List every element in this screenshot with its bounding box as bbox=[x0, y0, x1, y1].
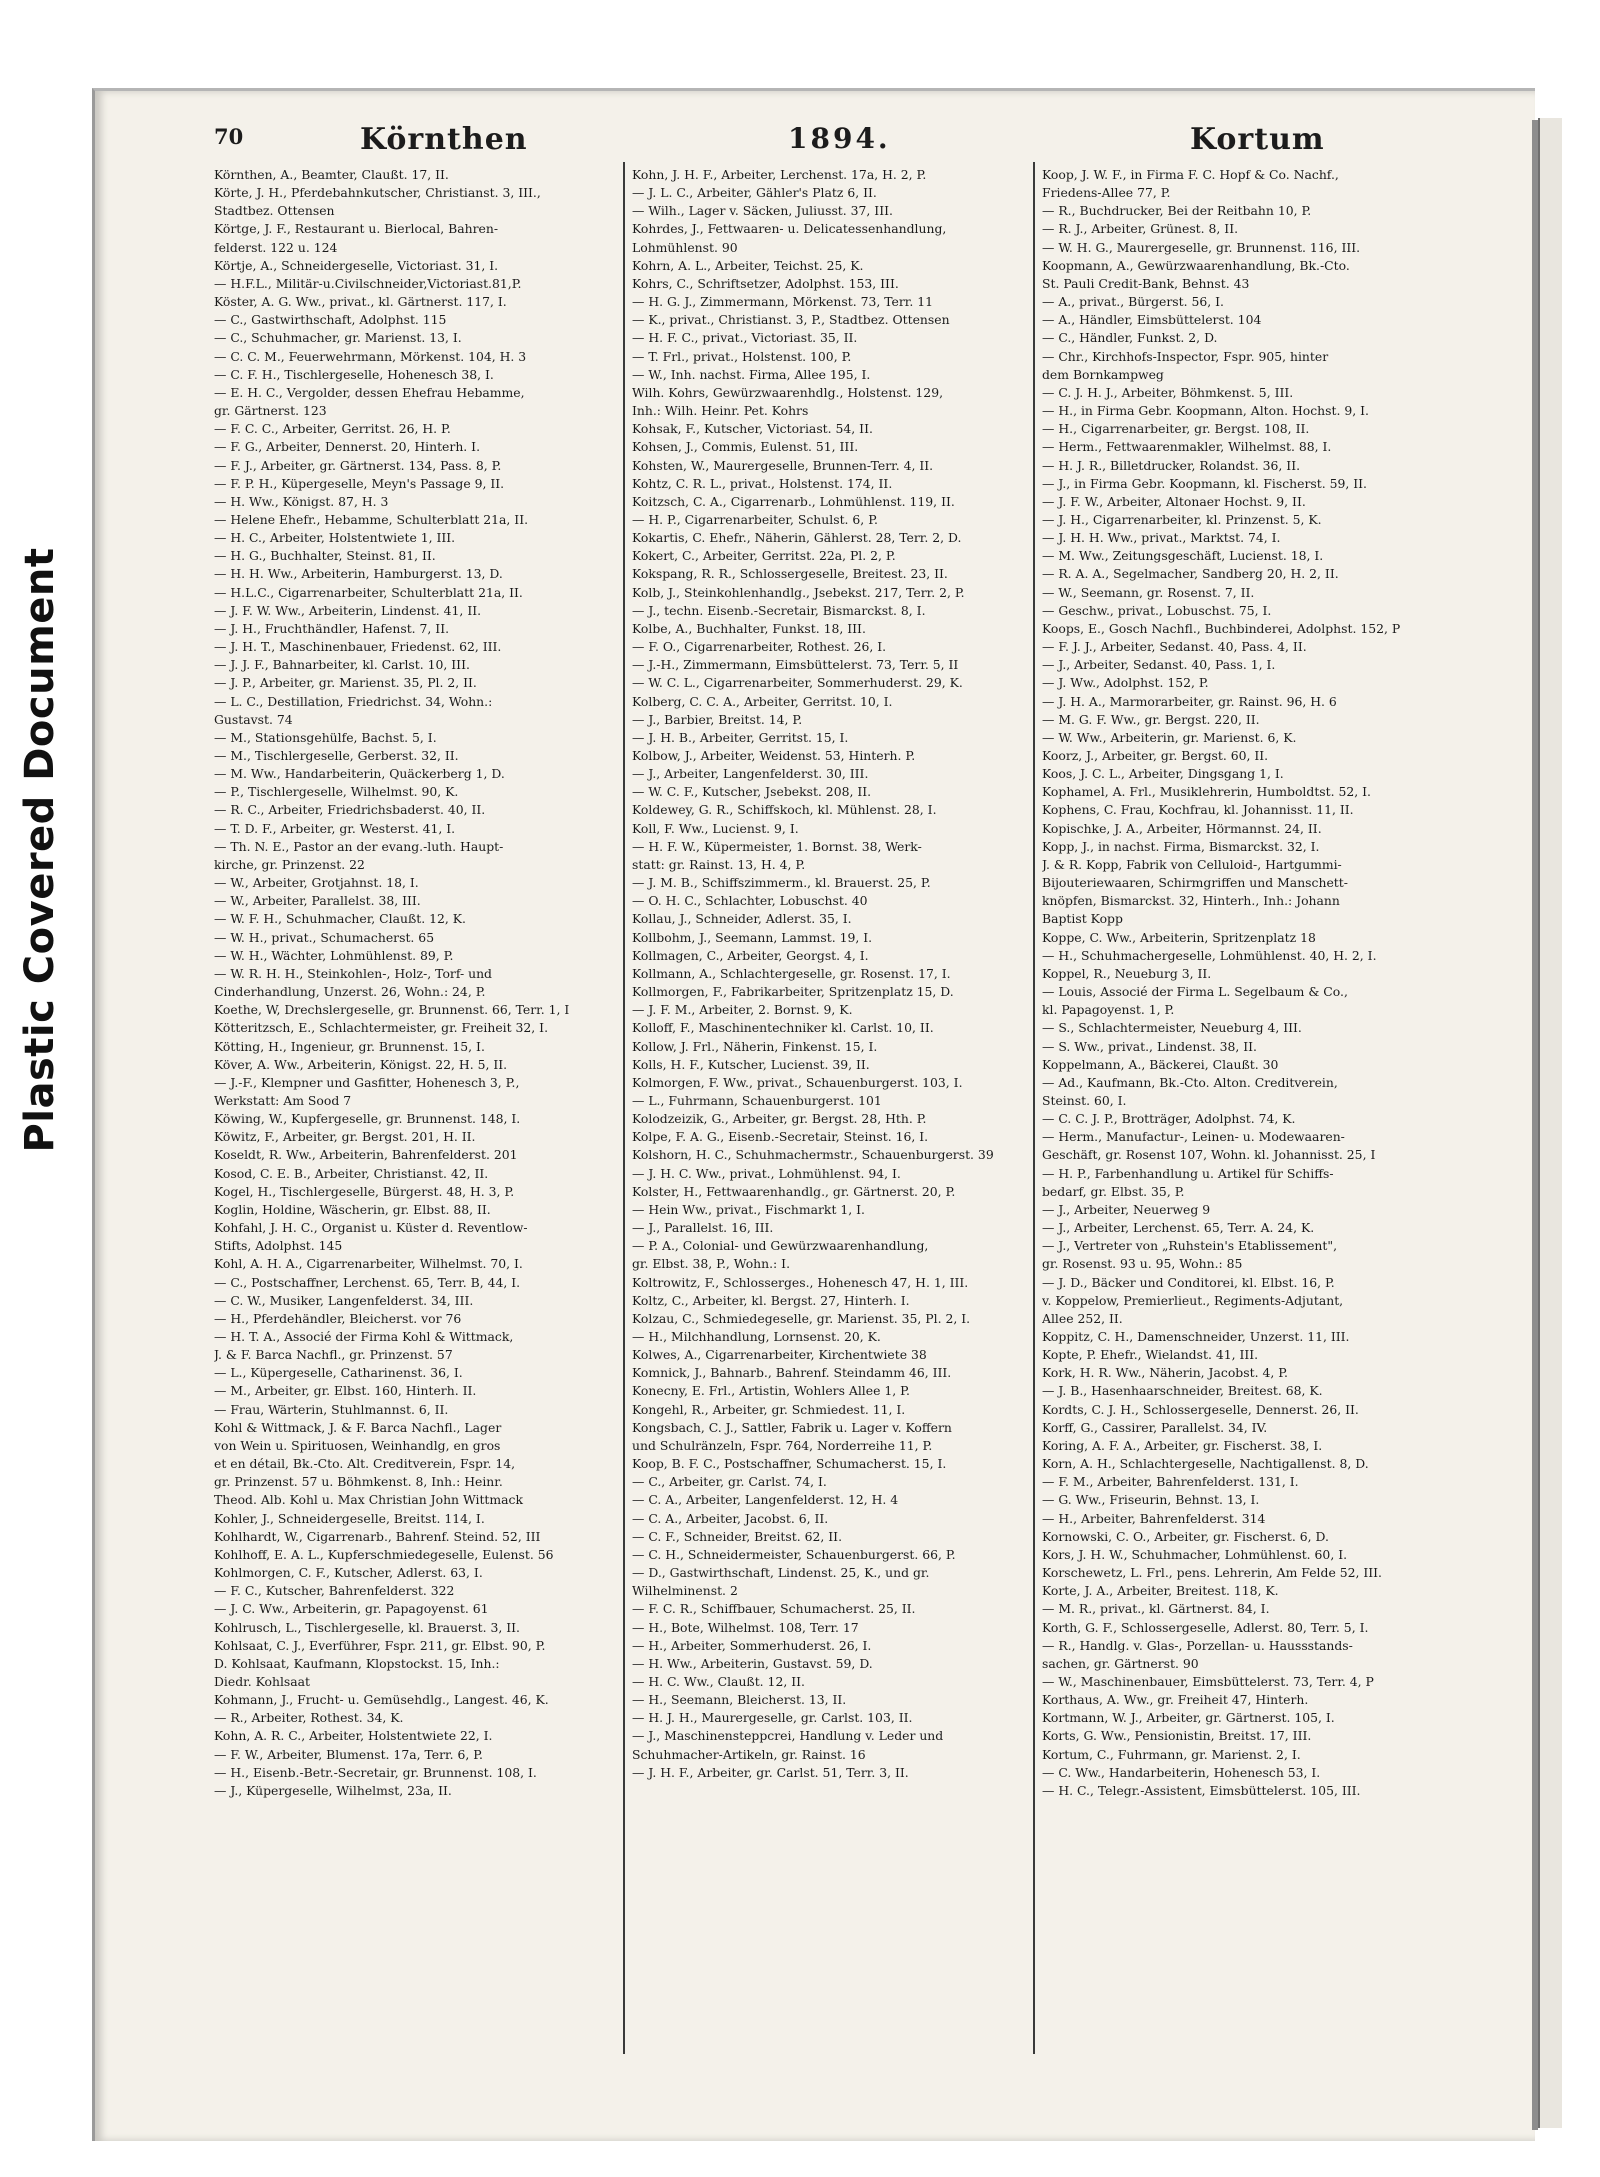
directory-entry-line: Köwitz, F., Arbeiter, gr. Bergst. 201, H. II. bbox=[214, 1129, 476, 1145]
directory-entry-line: Kolmorgen, F. Ww., privat., Schauenburgerst. 103, I. bbox=[632, 1074, 963, 1090]
directory-entry-line: Koitzsch, C. A., Cigarrenarb., Lohmühlenst. 119, II. bbox=[632, 493, 955, 509]
directory-entry-line: — J. H. F., Arbeiter, gr. Carlst. 51, Terr. 3, II. bbox=[632, 1764, 909, 1780]
directory-entry-line: Kongsbach, C. J., Sattler, Fabrik u. Lager v. Koffern bbox=[632, 1419, 952, 1435]
directory-entry-line: — J. H., Cigarrenarbeiter, kl. Prinzenst. 5, K. bbox=[1042, 511, 1322, 527]
directory-entry-line: — H. G., Buchhalter, Steinst. 81, II. bbox=[214, 548, 436, 564]
directory-entry-line: — R. J., Arbeiter, Grünest. 8, II. bbox=[1042, 221, 1239, 237]
directory-entry-line: Kolloff, F., Maschinentechniker kl. Carlst. 10, II. bbox=[632, 1020, 934, 1036]
plastic-covered-label bbox=[4, 520, 76, 1180]
directory-entry-line: Steinst. 60, I. bbox=[1042, 1092, 1127, 1108]
directory-entry-line: knöpfen, Bismarckst. 32, Hinterh., Inh.: Johann bbox=[1042, 893, 1340, 909]
directory-entry-line: — H. F. C., privat., Victoriast. 35, II. bbox=[632, 330, 858, 346]
directory-entry-line: Kors, J. H. W., Schuhmacher, Lohmühlenst. 60, I. bbox=[1042, 1546, 1348, 1562]
directory-entry-line: Stadtbez. Ottensen bbox=[214, 203, 335, 219]
directory-entry-line: — Herm., Manufactur-, Leinen- u. Modewaaren- bbox=[1042, 1129, 1345, 1145]
directory-entry-line: Koops, E., Gosch Nachfl., Buchbinderei, Adolphst. 152, P bbox=[1042, 620, 1401, 636]
directory-entry-line: — P., Tischlergeselle, Wilhelmst. 90, K. bbox=[214, 784, 459, 800]
directory-entry-line: — J.-F., Klempner und Gasfitter, Hohenesch 3, P., bbox=[214, 1074, 520, 1090]
directory-entry-line: — Helene Ehefr., Hebamme, Schulterblatt 21a, II. bbox=[214, 511, 529, 527]
directory-entry-line: sachen, gr. Gärtnerst. 90 bbox=[1042, 1655, 1199, 1671]
directory-entry-line: Köver, A. Ww., Arbeiterin, Königst. 22, H. 5, II. bbox=[214, 1056, 508, 1072]
directory-entry-line: — H. P., Farbenhandlung u. Artikel für Schiffs- bbox=[1042, 1165, 1334, 1181]
directory-entry-line: — J. C. Ww., Arbeiterin, gr. Papagoyenst. 61 bbox=[214, 1601, 489, 1617]
directory-entry-line: Koseldt, R. Ww., Arbeiterin, Bahrenfelderst. 201 bbox=[214, 1147, 518, 1163]
directory-entry-line: Kohlmorgen, C. F., Kutscher, Adlerst. 63, I. bbox=[214, 1565, 483, 1581]
directory-entry-line: Kogel, H., Tischlergeselle, Bürgerst. 48, H. 3, P. bbox=[214, 1183, 515, 1199]
directory-entry-line: v. Koppelow, Premierlieut., Regiments-Adjutant, bbox=[1042, 1292, 1344, 1308]
directory-entry-line: — J. H. H. Ww., privat., Marktst. 74, I. bbox=[1042, 530, 1281, 546]
directory-entry-line: Geschäft, gr. Rosenst 107, Wohn. kl. Johannisst. 25, I bbox=[1042, 1147, 1376, 1163]
directory-entry-line: gr. Prinzenst. 57 u. Böhmkenst. 8, Inh.: Heinr. bbox=[214, 1474, 503, 1490]
directory-entry-line: Kohlsaat, C. J., Everführer, Fspr. 211, gr. Elbst. 90, P. bbox=[214, 1637, 546, 1653]
directory-entry-line: Köwing, W., Kupfergeselle, gr. Brunnenst. 148, I. bbox=[214, 1111, 521, 1127]
directory-entry-line: Kolshorn, H. C., Schuhmachermstr., Schauenburgerst. 39 bbox=[632, 1147, 994, 1163]
directory-entry-line: Kollau, J., Schneider, Adlerst. 35, I. bbox=[632, 911, 852, 927]
directory-entry-line: — H., Eisenb.-Betr.-Secretair, gr. Brunnenst. 108, I. bbox=[214, 1764, 537, 1780]
directory-entry-line: Koltz, C., Arbeiter, kl. Bergst. 27, Hinterh. I. bbox=[632, 1292, 910, 1308]
directory-entry-line: — F. C. C., Arbeiter, Gerritst. 26, H. P. bbox=[214, 421, 451, 437]
directory-entry-line: Kokartis, C. Ehefr., Näherin, Gählerst. 28, Terr. 2, D. bbox=[632, 530, 962, 546]
directory-entry-line: — F. M., Arbeiter, Bahrenfelderst. 131, I. bbox=[1042, 1474, 1299, 1490]
directory-entry-line: — Ad., Kaufmann, Bk.-Cto. Alton. Creditverein, bbox=[1042, 1074, 1338, 1090]
directory-entry-line: Kohlhardt, W., Cigarrenarb., Bahrenf. Steind. 52, III bbox=[214, 1528, 541, 1544]
directory-entry-line: Kolzau, C., Schmiedegeselle, gr. Marienst. 35, Pl. 2, I. bbox=[632, 1310, 971, 1326]
directory-entry-line: Kohmann, J., Frucht- u. Gemüsehdlg., Langest. 46, K. bbox=[214, 1692, 549, 1708]
directory-entry-line: — W. Ww., Arbeiterin, gr. Marienst. 6, K. bbox=[1042, 729, 1297, 745]
directory-entry-line: Koppelmann, A., Bäckerei, Claußt. 30 bbox=[1042, 1056, 1279, 1072]
directory-entry-line: Wilh. Kohrs, Gewürzwaarenhdlg., Holstenst. 129, bbox=[632, 384, 944, 400]
directory-entry-line: — J. J. F., Bahnarbeiter, kl. Carlst. 10, III. bbox=[214, 657, 470, 673]
directory-entry-line: — J. H., Fruchthändler, Hafenst. 7, II. bbox=[214, 620, 450, 636]
directory-entry-line: — R. C., Arbeiter, Friedrichsbaderst. 40, II. bbox=[214, 802, 486, 818]
directory-entry-line: Kophamel, A. Frl., Musiklehrerin, Humboldtst. 52, I. bbox=[1042, 784, 1371, 800]
directory-entry-line: — J. F. M., Arbeiter, 2. Bornst. 9, K. bbox=[632, 1002, 853, 1018]
directory-entry-line: — D., Gastwirthschaft, Lindenst. 25, K., und gr. bbox=[632, 1565, 930, 1581]
directory-entry-line: Kohn, A. R. C., Arbeiter, Holstentwiete 22, I. bbox=[214, 1728, 493, 1744]
directory-entry-line: Kollow, J. Frl., Näherin, Finkenst. 15, I. bbox=[632, 1038, 878, 1054]
directory-entry-line: — H. Ww., Königst. 87, H. 3 bbox=[214, 493, 389, 509]
directory-entry-line: Lohmühlenst. 90 bbox=[632, 239, 738, 255]
directory-entry-line: — W., Inh. nachst. Firma, Allee 195, I. bbox=[632, 366, 871, 382]
directory-entry-line: et en détail, Bk.-Cto. Alt. Creditverein, Fspr. 14, bbox=[214, 1456, 516, 1472]
directory-entry-line: — P. A., Colonial- und Gewürzwaarenhandlung, bbox=[632, 1238, 929, 1254]
directory-entry-line: — H. T. A., Associé der Firma Kohl & Wittmack, bbox=[214, 1329, 514, 1344]
directory-entry-line: — H. C., Arbeiter, Holstentwiete 1, III. bbox=[214, 530, 456, 546]
directory-entry-line: — J., Küpergeselle, Wilhelmst, 23a, II. bbox=[214, 1782, 452, 1798]
directory-entry-line: Kolpe, F. A. G., Eisenb.-Secretair, Steinst. 16, I. bbox=[632, 1129, 929, 1145]
directory-entry-line: — C. A., Arbeiter, Langenfelderst. 12, H. 4 bbox=[632, 1492, 899, 1508]
column-3 bbox=[1042, 166, 1440, 2048]
directory-entry-line: — M. Ww., Zeitungsgeschäft, Lucienst. 18, I. bbox=[1042, 548, 1324, 564]
directory-entry-line: Kolberg, C. C. A., Arbeiter, Gerritst. 10, I. bbox=[632, 693, 893, 709]
directory-entry-line: — H. J. R., Billetdrucker, Rolandst. 36, II. bbox=[1042, 457, 1301, 473]
directory-entry-line: — C., Händler, Funkst. 2, D. bbox=[1042, 330, 1218, 346]
directory-entry-line: — M. Ww., Handarbeiterin, Quäckerberg 1, D. bbox=[214, 766, 505, 782]
directory-entry-line: — J. M. B., Schiffszimmerm., kl. Brauerst. 25, P. bbox=[632, 875, 931, 891]
directory-entry-line: — J., Parallelst. 16, III. bbox=[632, 1220, 774, 1236]
directory-entry-line: — H., Pferdehändler, Bleicherst. vor 76 bbox=[214, 1310, 462, 1326]
directory-entry-line: — Hein Ww., privat., Fischmarkt 1, I. bbox=[632, 1201, 865, 1217]
directory-entry-line: Korschewetz, L. Frl., pens. Lehrerin, Am Felde 52, III. bbox=[1042, 1565, 1382, 1581]
directory-entry-line: — Frau, Wärterin, Stuhlmannst. 6, II. bbox=[214, 1401, 449, 1417]
directory-entry-line: Koorz, J., Arbeiter, gr. Bergst. 60, II. bbox=[1042, 748, 1269, 763]
directory-entry-line: Koppe, C. Ww., Arbeiterin, Spritzenplatz 18 bbox=[1042, 929, 1316, 945]
directory-entry-line: Werkstatt: Am Sood 7 bbox=[214, 1092, 352, 1108]
directory-entry-line: — C., Postschaffner, Lerchenst. 65, Terr. B, 44, I. bbox=[214, 1274, 521, 1290]
directory-entry-line: Kolster, H., Fettwaarenhandlg., gr. Gärtnerst. 20, P. bbox=[632, 1183, 956, 1199]
directory-entry-line: Koll, F. Ww., Lucienst. 9, I. bbox=[632, 820, 799, 836]
directory-entry-line: — H., Arbeiter, Bahrenfelderst. 314 bbox=[1042, 1510, 1266, 1526]
directory-entry-line: — J., techn. Eisenb.-Secretair, Bismarckst. 8, I. bbox=[632, 602, 926, 618]
directory-entry-line: — J. F. W., Arbeiter, Altonaer Hochst. 9, II. bbox=[1042, 493, 1306, 509]
directory-entry-line: Kopp, J., in nachst. Firma, Bismarckst. 32, I. bbox=[1042, 838, 1320, 854]
directory-entry-line: — T. D. F., Arbeiter, gr. Westerst. 41, I. bbox=[214, 820, 456, 836]
directory-entry-line: — C. W., Musiker, Langenfelderst. 34, III. bbox=[214, 1292, 474, 1308]
directory-entry-line: — F. P. H., Küpergeselle, Meyn's Passage 9, II. bbox=[214, 475, 505, 491]
directory-entry-line: Kötteritzsch, E., Schlachtermeister, gr. Freiheit 32, I. bbox=[214, 1020, 549, 1036]
directory-entry-line: Kolodzeizik, G., Arbeiter, gr. Bergst. 28, Hth. P. bbox=[632, 1111, 927, 1127]
directory-entry-line: Körte, J. H., Pferdebahnkutscher, Christianst. 3, III., bbox=[214, 185, 541, 201]
directory-entry-line: Kornowski, C. O., Arbeiter, gr. Fischerst. 6, D. bbox=[1042, 1528, 1329, 1544]
directory-entry-line: — M., Arbeiter, gr. Elbst. 160, Hinterh. II. bbox=[214, 1383, 477, 1399]
directory-entry-line: Köster, A. G. Ww., privat., kl. Gärtnerst. 117, I. bbox=[214, 294, 507, 310]
directory-entry-line: Wilhelminenst. 2 bbox=[632, 1583, 738, 1599]
directory-entry-line: — K., privat., Christianst. 3, P., Stadtbez. Ottensen bbox=[632, 312, 950, 328]
directory-entry-line: — E. H. C., Vergolder, dessen Ehefrau Hebamme, bbox=[214, 384, 525, 400]
directory-entry-line: St. Pauli Credit-Bank, Behnst. 43 bbox=[1042, 275, 1250, 291]
directory-entry-line: Kohsten, W., Maurergeselle, Brunnen-Terr. 4, II. bbox=[632, 457, 934, 473]
directory-entry-line: Koos, J. C. L., Arbeiter, Dingsgang 1, I. bbox=[1042, 766, 1284, 782]
directory-entry-line: Kohrdes, J., Fettwaaren- u. Delicatessenhandlung, bbox=[632, 221, 947, 237]
directory-entry-line: Kohrn, A. L., Arbeiter, Teichst. 25, K. bbox=[632, 257, 864, 273]
directory-entry-line: Koldewey, G. R., Schiffskoch, kl. Mühlenst. 28, I. bbox=[632, 802, 937, 818]
directory-entry-line: Kohlrusch, L., Tischlergeselle, kl. Brauerst. 3, II. bbox=[214, 1619, 520, 1635]
directory-entry-line: Koppel, R., Neueburg 3, II. bbox=[1042, 965, 1212, 981]
directory-entry-line: — H. J. H., Maurergeselle, gr. Carlst. 103, II. bbox=[632, 1710, 913, 1726]
directory-entry-line: Diedr. Kohlsaat bbox=[214, 1673, 311, 1689]
directory-entry-line: — J., in Firma Gebr. Koopmann, kl. Fischerst. 59, II. bbox=[1042, 475, 1367, 491]
directory-entry-line: — J. Ww., Adolphst. 152, P. bbox=[1042, 675, 1209, 691]
directory-entry-line: — C. J. H. J., Arbeiter, Böhmkenst. 5, III. bbox=[1042, 384, 1294, 400]
directory-entry-line: Gustavst. 74 bbox=[214, 711, 293, 727]
directory-entry-line: — H., in Firma Gebr. Koopmann, Alton. Hochst. 9, I. bbox=[1042, 403, 1369, 419]
directory-entry-line: — M. G. F. Ww., gr. Bergst. 220, II. bbox=[1042, 711, 1260, 727]
directory-entry-line: — W. C. L., Cigarrenarbeiter, Sommerhuderst. 29, K. bbox=[632, 675, 963, 691]
directory-entry-line: Kopte, P. Ehefr., Wielandst. 41, III. bbox=[1042, 1347, 1259, 1363]
directory-entry-line: — Wilh., Lager v. Säcken, Juliusst. 37, III. bbox=[632, 203, 893, 219]
directory-entry-line: — J., Arbeiter, Lerchenst. 65, Terr. A. 24, K. bbox=[1042, 1220, 1315, 1236]
directory-entry-line: Kollbohm, J., Seemann, Lammst. 19, I. bbox=[632, 929, 873, 945]
directory-entry-line: Korn, A. H., Schlachtergeselle, Nachtigallenst. 8, D. bbox=[1042, 1456, 1369, 1472]
directory-entry-line: Kohler, J., Schneidergeselle, Breitst. 114, I. bbox=[214, 1510, 485, 1526]
directory-entry-line: Kosod, C. E. B., Arbeiter, Christianst. 42, II. bbox=[214, 1165, 489, 1181]
directory-entry-line: Stifts, Adolphst. 145 bbox=[214, 1238, 343, 1254]
directory-entry-line: — C. C. M., Feuerwehrmann, Mörkenst. 104, H. 3 bbox=[214, 348, 527, 364]
directory-entry-line: Koethe, W, Drechslergeselle, gr. Brunnenst. 66, Terr. 1, I bbox=[214, 1002, 570, 1018]
running-head-right: Kortum bbox=[1190, 122, 1325, 157]
directory-entry-line: Kolwes, A., Cigarrenarbeiter, Kirchentwiete 38 bbox=[632, 1347, 927, 1363]
directory-entry-line: Körnthen, A., Beamter, Claußt. 17, II. bbox=[214, 167, 449, 182]
directory-entry-line: Kokert, C., Arbeiter, Gerritst. 22a, Pl. 2, P. bbox=[632, 548, 896, 564]
column-rule-1 bbox=[623, 162, 625, 2054]
directory-entry-line: Korth, G. F., Schlossergeselle, Adlerst. 80, Terr. 5, I. bbox=[1042, 1619, 1369, 1635]
directory-entry-line: — M., Tischlergeselle, Gerberst. 32, II. bbox=[214, 748, 459, 763]
directory-entry-line: Koglin, Holdine, Wäscherin, gr. Elbst. 88, II. bbox=[214, 1201, 491, 1217]
directory-entry-line: — C., Gastwirthschaft, Adolphst. 115 bbox=[214, 312, 447, 328]
directory-entry-line: — Th. N. E., Pastor an der evang.-luth. Haupt- bbox=[214, 838, 504, 854]
directory-entry-line: — C. F., Schneider, Breitst. 62, II. bbox=[632, 1528, 843, 1544]
directory-entry-line: Kolbow, J., Arbeiter, Weidenst. 53, Hinterh. P. bbox=[632, 748, 916, 763]
directory-entry-line: — W. H., Wächter, Lohmühlenst. 89, P. bbox=[214, 947, 454, 963]
directory-entry-line: Kohfahl, J. H. C., Organist u. Küster d. Reventlow- bbox=[214, 1220, 528, 1236]
directory-entry-line: — H., Seemann, Bleicherst. 13, II. bbox=[632, 1692, 847, 1708]
directory-entry-line: — W. R. H. H., Steinkohlen-, Holz-, Torf- und bbox=[214, 965, 492, 981]
directory-entry-line: Körtge, J. F., Restaurant u. Bierlocal, Bahren- bbox=[214, 221, 499, 237]
directory-entry-line: — J. H. A., Marmorarbeiter, gr. Rainst. 96, H. 6 bbox=[1042, 693, 1337, 709]
directory-entry-line: — L., Küpergeselle, Catharinenst. 36, I. bbox=[214, 1365, 463, 1381]
directory-entry-line: Kordts, C. J. H., Schlossergeselle, Dennerst. 26, II. bbox=[1042, 1401, 1359, 1417]
directory-entry-line: Kollmann, A., Schlachtergeselle, gr. Rosenst. 17, I. bbox=[632, 965, 951, 981]
directory-entry-line: statt: gr. Rainst. 13, H. 4, P. bbox=[632, 856, 806, 872]
directory-entry-line: — J., Arbeiter, Langenfelderst. 30, III. bbox=[632, 766, 869, 782]
directory-entry-line: gr. Rosenst. 93 u. 95, Wohn.: 85 bbox=[1042, 1256, 1243, 1272]
directory-entry-line: — Chr., Kirchhofs-Inspector, Fspr. 905, hinter bbox=[1042, 348, 1329, 364]
directory-entry-line: — J., Maschinensteppcrei, Handlung v. Leder und bbox=[632, 1728, 944, 1744]
directory-entry-line: Koop, J. W. F., in Firma F. C. Hopf & Co. Nachf., bbox=[1042, 167, 1339, 182]
directory-entry-line: — W. H. G., Maurergeselle, gr. Brunnenst. 116, III. bbox=[1042, 239, 1361, 255]
directory-entry-line: — J. H. T., Maschinenbauer, Friedenst. 62, III. bbox=[214, 639, 502, 655]
directory-entry-line: Kortum, C., Fuhrmann, gr. Marienst. 2, I. bbox=[1042, 1746, 1301, 1762]
directory-entry-line: Kohn, J. H. F., Arbeiter, Lerchenst. 17a, H. 2, P. bbox=[632, 167, 927, 182]
directory-entry-line: — H. C. Ww., Claußt. 12, II. bbox=[632, 1673, 805, 1689]
directory-entry-line: — W., Arbeiter, Grotjahnst. 18, I. bbox=[214, 875, 419, 891]
directory-entry-line: — F. O., Cigarrenarbeiter, Rothest. 26, I. bbox=[632, 639, 887, 655]
directory-entry-line: — H., Schuhmachergeselle, Lohmühlenst. 40, H. 2, I. bbox=[1042, 947, 1377, 963]
directory-entry-line: — Geschw., privat., Lobuschst. 75, I. bbox=[1042, 602, 1272, 618]
directory-entry-line: — W., Arbeiter, Parallelst. 38, III. bbox=[214, 893, 421, 909]
directory-entry-line: — W. F. H., Schuhmacher, Claußt. 12, K. bbox=[214, 911, 466, 927]
directory-entry-line: — W., Maschinenbauer, Eimsbüttelerst. 73, Terr. 4, P bbox=[1042, 1673, 1374, 1689]
directory-entry-line: — M. R., privat., kl. Gärtnerst. 84, I. bbox=[1042, 1601, 1270, 1617]
directory-entry-line: Schuhmacher-Artikeln, gr. Rainst. 16 bbox=[632, 1746, 866, 1762]
directory-entry-line: bedarf, gr. Elbst. 35, P. bbox=[1042, 1183, 1185, 1199]
directory-entry-line: — L. C., Destillation, Friedrichst. 34, Wohn.: bbox=[214, 693, 493, 709]
directory-entry-line: Kohl, A. H. A., Cigarrenarbeiter, Wilhelmst. 70, I. bbox=[214, 1256, 523, 1272]
directory-entry-line: — J. H. C. Ww., privat., Lohmühlenst. 94, I. bbox=[632, 1165, 901, 1181]
directory-entry-line: Kollmagen, C., Arbeiter, Georgst. 4, I. bbox=[632, 947, 869, 963]
directory-entry-line: — F. W., Arbeiter, Blumenst. 17a, Terr. 6, P. bbox=[214, 1746, 483, 1762]
directory-entry-line: Kollmorgen, F., Fabrikarbeiter, Spritzenplatz 15, D. bbox=[632, 984, 954, 1000]
next-page-edge bbox=[1538, 118, 1562, 2128]
directory-entry-line: — G. Ww., Friseurin, Behnst. 13, I. bbox=[1042, 1492, 1260, 1508]
running-head-year: 1894. bbox=[788, 122, 891, 155]
directory-entry-line: Kortmann, W. J., Arbeiter, gr. Gärtnerst. 105, I. bbox=[1042, 1710, 1335, 1726]
directory-entry-line: Kohtz, C. R. L., privat., Holstenst. 174, II. bbox=[632, 475, 893, 491]
directory-entry-line: Kongehl, R., Arbeiter, gr. Schmiedest. 11, I. bbox=[632, 1401, 906, 1417]
directory-entry-line: — R., Arbeiter, Rothest. 34, K. bbox=[214, 1710, 404, 1726]
directory-entry-line: — H. G. J., Zimmermann, Mörkenst. 73, Terr. 11 bbox=[632, 294, 933, 310]
directory-entry-line: Kolb, J., Steinkohlenhandlg., Jsebekst. 217, Terr. 2, P. bbox=[632, 584, 965, 600]
directory-entry-line: kl. Papagoyenst. 1, P. bbox=[1042, 1002, 1175, 1018]
directory-entry-line: dem Bornkampweg bbox=[1042, 366, 1164, 382]
directory-entry-line: Koring, A. F. A., Arbeiter, gr. Fischerst. 38, I. bbox=[1042, 1437, 1323, 1453]
directory-entry-line: Kohsen, J., Commis, Eulenst. 51, III. bbox=[632, 439, 859, 455]
directory-entry-line: D. Kohlsaat, Kaufmann, Klopstockst. 15, Inh.: bbox=[214, 1655, 500, 1671]
directory-entry-line: Körtje, A., Schneidergeselle, Victoriast. 31, I. bbox=[214, 257, 499, 273]
directory-entry-line: — J., Vertreter von „Ruhstein's Etablissement", bbox=[1042, 1238, 1338, 1254]
directory-entry-line: — S., Schlachtermeister, Neueburg 4, III. bbox=[1042, 1020, 1302, 1036]
directory-entry-line: — C. H., Schneidermeister, Schauenburgerst. 66, P. bbox=[632, 1546, 956, 1562]
directory-entry-line: gr. Gärtnerst. 123 bbox=[214, 403, 327, 419]
directory-entry-line: — R., Buchdrucker, Bei der Reitbahn 10, P. bbox=[1042, 203, 1312, 219]
directory-entry-line: — W., Seemann, gr. Rosenst. 7, II. bbox=[1042, 584, 1255, 600]
directory-entry-line: — O. H. C., Schlachter, Lobuschst. 40 bbox=[632, 893, 868, 909]
directory-entry-line: — J.-H., Zimmermann, Eimsbüttelerst. 73, Terr. 5, II bbox=[632, 657, 959, 673]
directory-entry-line: Korts, G. Ww., Pensionistin, Breitst. 17, III. bbox=[1042, 1728, 1312, 1744]
directory-entry-line: felderst. 122 u. 124 bbox=[214, 239, 338, 255]
directory-entry-line: Koopmann, A., Gewürzwaarenhandlung, Bk.-Cto. bbox=[1042, 257, 1350, 273]
directory-entry-line: — F. C., Kutscher, Bahrenfelderst. 322 bbox=[214, 1583, 455, 1599]
directory-entry-line: — J. F. W. Ww., Arbeiterin, Lindenst. 41, II. bbox=[214, 602, 482, 618]
directory-entry-line: — F. J., Arbeiter, gr. Gärtnerst. 134, Pass. 8, P. bbox=[214, 457, 502, 473]
directory-entry-line: — J., Arbeiter, Sedanst. 40, Pass. 1, I. bbox=[1042, 657, 1276, 673]
directory-entry-line: J. & F. Barca Nachfl., gr. Prinzenst. 57 bbox=[214, 1347, 453, 1363]
side-label-text: Plastic Covered Document bbox=[17, 547, 63, 1153]
directory-entry-line: — J. B., Hasenhaarschneider, Breitest. 68, K. bbox=[1042, 1383, 1323, 1399]
directory-entry-line: — S. Ww., privat., Lindenst. 38, II. bbox=[1042, 1038, 1257, 1054]
directory-entry-line: Kötting, H., Ingenieur, gr. Brunnenst. 15, I. bbox=[214, 1038, 485, 1054]
directory-entry-line: Kokspang, R. R., Schlossergeselle, Breitest. 23, II. bbox=[632, 566, 948, 582]
directory-entry-line: Kophens, C. Frau, Kochfrau, kl. Johannisst. 11, II. bbox=[1042, 802, 1354, 818]
directory-entry-line: — C., Schuhmacher, gr. Marienst. 13, I. bbox=[214, 330, 462, 346]
directory-entry-line: Korte, J. A., Arbeiter, Breitest. 118, K. bbox=[1042, 1583, 1279, 1599]
directory-entry-line: — J., Arbeiter, Neuerweg 9 bbox=[1042, 1201, 1211, 1217]
directory-entry-line: — M., Stationsgehülfe, Bachst. 5, I. bbox=[214, 729, 437, 745]
directory-entry-line: — Herm., Fettwaarenmakler, Wilhelmst. 88, I. bbox=[1042, 439, 1332, 455]
directory-entry-line: kirche, gr. Prinzenst. 22 bbox=[214, 856, 365, 872]
directory-entry-line: — J., Barbier, Breitst. 14, P. bbox=[632, 711, 803, 727]
directory-entry-line: Koltrowitz, F., Schlosserges., Hohenesch 47, H. 1, III. bbox=[632, 1274, 969, 1290]
directory-entry-line: Cinderhandlung, Unzerst. 26, Wohn.: 24, P. bbox=[214, 984, 486, 1000]
directory-entry-line: — A., Händler, Eimsbüttelerst. 104 bbox=[1042, 312, 1262, 328]
directory-entry-line: Kolbe, A., Buchhalter, Funkst. 18, III. bbox=[632, 620, 866, 636]
directory-entry-line: — H.F.L., Militär-u.Civilschneider,Victoriast.81,P. bbox=[214, 275, 522, 291]
directory-entry-line: — H. Ww., Arbeiterin, Gustavst. 59, D. bbox=[632, 1655, 873, 1671]
directory-entry-line: Koop, B. F. C., Postschaffner, Schumacherst. 15, I. bbox=[632, 1456, 947, 1472]
directory-entry-line: Kolls, H. F., Kutscher, Lucienst. 39, II. bbox=[632, 1056, 870, 1072]
directory-entry-line: Allee 252, II. bbox=[1042, 1310, 1123, 1326]
directory-entry-line: Kopischke, J. A., Arbeiter, Hörmannst. 24, II. bbox=[1042, 820, 1322, 836]
directory-entry-line: — Louis, Associé der Firma L. Segelbaum & Co., bbox=[1042, 984, 1348, 1000]
directory-entry-line: Friedens-Allee 77, P. bbox=[1042, 185, 1171, 201]
directory-entry-line: — H., Bote, Wilhelmst. 108, Terr. 17 bbox=[632, 1619, 859, 1635]
directory-entry-line: — F. G., Arbeiter, Dennerst. 20, Hinterh. I. bbox=[214, 439, 481, 455]
directory-entry-line: — C. A., Arbeiter, Jacobst. 6, II. bbox=[632, 1510, 829, 1526]
directory-entry-line: von Wein u. Spirituosen, Weinhandlg, en gros bbox=[214, 1437, 501, 1453]
directory-entry-line: — C. F. H., Tischlergeselle, Hohenesch 38, I. bbox=[214, 366, 494, 382]
directory-entry-line: — H., Milchhandlung, Lornsenst. 20, K. bbox=[632, 1329, 881, 1344]
directory-entry-line: Kohsak, F., Kutscher, Victoriast. 54, II. bbox=[632, 421, 873, 437]
directory-entry-line: Kohrs, C., Schriftsetzer, Adolphst. 153, III. bbox=[632, 275, 899, 291]
directory-entry-line: — J. P., Arbeiter, gr. Marienst. 35, Pl. 2, II. bbox=[214, 675, 477, 691]
directory-entry-line: — W. H., privat., Schumacherst. 65 bbox=[214, 929, 435, 945]
directory-entry-line: Theod. Alb. Kohl u. Max Christian John Wittmack bbox=[214, 1492, 523, 1508]
column-2 bbox=[632, 166, 1028, 2048]
running-head-left: Körnthen bbox=[360, 122, 528, 157]
directory-entry-line: — J. D., Bäcker und Conditorei, kl. Elbst. 16, P. bbox=[1042, 1274, 1335, 1290]
directory-entry-line: Korff, G., Cassirer, Parallelst. 34, IV. bbox=[1042, 1419, 1268, 1435]
column-1 bbox=[214, 166, 618, 2048]
directory-entry-line: — L., Fuhrmann, Schauenburgerst. 101 bbox=[632, 1092, 882, 1108]
directory-entry-line: — H.L.C., Cigarrenarbeiter, Schulterblatt 21a, II. bbox=[214, 584, 523, 600]
directory-entry-line: — R. A. A., Segelmacher, Sandberg 20, H. 2, II. bbox=[1042, 566, 1339, 582]
directory-entry-line: Konecny, E. Frl., Artistin, Wohlers Allee 1, P. bbox=[632, 1383, 910, 1399]
directory-entry-line: — H. H. Ww., Arbeiterin, Hamburgerst. 13, D. bbox=[214, 566, 503, 582]
directory-entry-line: — C. Ww., Handarbeiterin, Hohenesch 53, I. bbox=[1042, 1764, 1321, 1780]
directory-entry-line: — W. C. F., Kutscher, Jsebekst. 208, II. bbox=[632, 784, 872, 800]
directory-entry-line: Korthaus, A. Ww., gr. Freiheit 47, Hinterh. bbox=[1042, 1692, 1309, 1708]
directory-entry-line: — H., Cigarrenarbeiter, gr. Bergst. 108, II. bbox=[1042, 421, 1310, 437]
directory-entry-line: Baptist Kopp bbox=[1042, 911, 1123, 927]
directory-entry-line: J. & R. Kopp, Fabrik von Celluloid-, Hartgummi- bbox=[1042, 856, 1342, 872]
directory-entry-line: — J. L. C., Arbeiter, Gähler's Platz 6, II. bbox=[632, 185, 877, 201]
directory-entry-line: — H. P., Cigarrenarbeiter, Schulst. 6, P. bbox=[632, 511, 878, 527]
directory-entry-line: Kork, H. R. Ww., Näherin, Jacobst. 4, P. bbox=[1042, 1365, 1288, 1381]
directory-entry-line: gr. Elbst. 38, P., Wohn.: I. bbox=[632, 1256, 791, 1272]
directory-entry-line: — F. C. R., Schiffbauer, Schumacherst. 25, II. bbox=[632, 1601, 916, 1617]
directory-entry-line: — C., Arbeiter, gr. Carlst. 74, I. bbox=[632, 1474, 827, 1490]
page-number: 70 bbox=[214, 124, 244, 149]
directory-entry-line: Kohl & Wittmack, J. & F. Barca Nachfl., Lager bbox=[214, 1419, 502, 1435]
directory-entry-line: — T. Frl., privat., Holstenst. 100, P. bbox=[632, 348, 852, 364]
directory-entry-line: — A., privat., Bürgerst. 56, I. bbox=[1042, 294, 1224, 310]
directory-entry-line: — C. C. J. P., Brotträger, Adolphst. 74, K. bbox=[1042, 1111, 1296, 1127]
directory-entry-line: — H., Arbeiter, Sommerhuderst. 26, I. bbox=[632, 1637, 872, 1653]
directory-entry-line: — R., Handlg. v. Glas-, Porzellan- u. Haussstands- bbox=[1042, 1637, 1353, 1653]
directory-entry-line: — H. C., Telegr.-Assistent, Eimsbüttelerst. 105, III. bbox=[1042, 1782, 1361, 1798]
directory-entry-line: Kohlhoff, E. A. L., Kupferschmiedegeselle, Eulenst. 56 bbox=[214, 1546, 554, 1562]
directory-entry-line: — F. J. J., Arbeiter, Sedanst. 40, Pass. 4, II. bbox=[1042, 639, 1307, 655]
column-rule-2 bbox=[1033, 162, 1035, 2054]
directory-entry-line: — H. F. W., Küpermeister, 1. Bornst. 38, Werk- bbox=[632, 838, 922, 854]
directory-entry-line: Bijouteriewaaren, Schirmgriffen und Manschett- bbox=[1042, 875, 1348, 891]
directory-entry-line: Koppitz, C. H., Damenschneider, Unzerst. 11, III. bbox=[1042, 1329, 1350, 1344]
directory-entry-line: und Schulränzeln, Fspr. 764, Norderreihe 11, P. bbox=[632, 1437, 933, 1453]
directory-entry-line: Komnick, J., Bahnarb., Bahrenf. Steindamm 46, III. bbox=[632, 1365, 952, 1381]
directory-entry-line: — J. H. B., Arbeiter, Gerritst. 15, I. bbox=[632, 729, 849, 745]
directory-entry-line: Inh.: Wilh. Heinr. Pet. Kohrs bbox=[632, 403, 809, 419]
